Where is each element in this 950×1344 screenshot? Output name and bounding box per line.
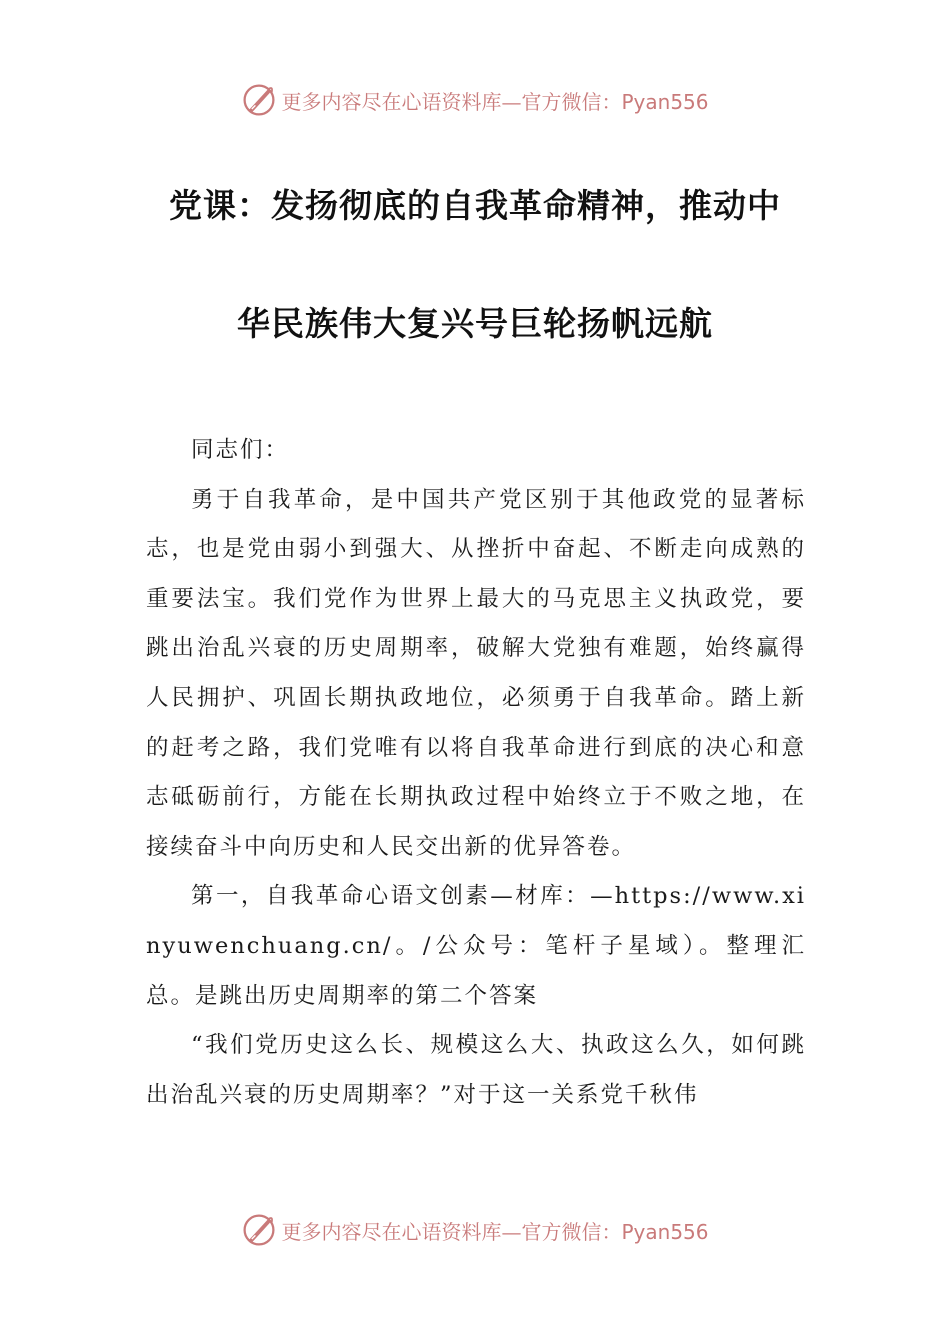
banner-text <box>281 86 708 115</box>
paragraph-1: 勇于自我革命，是中国共产党区别于其他政党的显著标志，也是党由弱小到强大、从挫折中奋起、不断走向成熟的重要法宝。我们党作为世界上最大的马克思主义执政党，要跳出治乱兴衰的历史周期率，破解大党独有难题，始终赢得人民拥护、巩固长期执政地位，必须勇于自我革命。踏上新的赶考之路，我们党唯有以将自我革命进行到底的决心和意志砥砺前行，方能在长期执政过程中始终立于不败之地，在接续奋斗中向历史和人民交出新的优异答卷。 <box>146 486 806 860</box>
page-title-line-2: 华民族伟大复兴号巨轮扬帆远航 <box>237 304 713 343</box>
banner-wechat-id: Pyan556 <box>621 89 709 114</box>
page-title-line-1: 党课：发扬彻底的自我革命精神，推动中 <box>169 186 781 225</box>
salutation: 同志们： <box>191 437 290 463</box>
paragraph-2: 第一，自我革命心语文创素—材库：—https://www.xinyuwenchuang.cn/。/公众号：笔杆子星域）。整理汇总。是跳出历史周期率的第二个答案 <box>146 883 806 1009</box>
header-banner <box>0 80 950 120</box>
footer-banner <box>0 1210 950 1250</box>
banner-text-cn: 更多内容尽在心语资料库—官方微信： <box>281 1219 622 1244</box>
banner-wechat-id: Pyan556 <box>621 1219 709 1244</box>
banner-text <box>281 1216 708 1245</box>
quill-pen-logo-icon <box>241 1212 277 1248</box>
document-body <box>146 426 806 1120</box>
quill-pen-logo-icon <box>241 82 277 118</box>
banner-text-cn: 更多内容尽在心语资料库—官方微信： <box>281 89 622 114</box>
paragraph-3: “我们党历史这么长、规模这么大、执政这么久，如何跳出治乱兴衰的历史周期率？”对于这一关系党千秋伟 <box>146 1032 806 1108</box>
